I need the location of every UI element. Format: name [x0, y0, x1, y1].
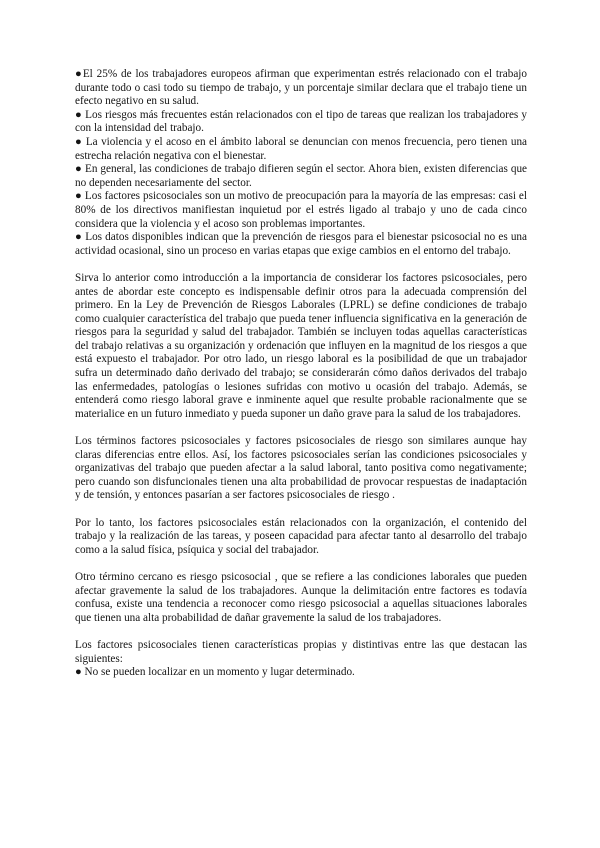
bullet-item: ● Los factores psicosociales son un motivo de preocupación para la mayoría de las empresas: casi el 80% de los directivos manifiestan inquietud por el estrés ligado al trabajo y uno de cada cinco considera que la violencia y el acoso son problemas importantes. [75, 190, 527, 230]
bullet-item: ● Los riesgos más frecuentes están relacionados con el tipo de tareas que realizan los trabajadores y con la intensidad del trabajo. [75, 108, 527, 135]
bullet-item: ● En general, las condiciones de trabajo difieren según el sector. Ahora bien, existen diferencias que no dependen necesariamente del sector. [75, 163, 527, 189]
bullet-item: ●El 25% de los trabajadores europeos afirman que experimentan estrés relacionado con el trabajo durante todo o casi todo su tiempo de trabajo, y un porcentaje similar declara que el trabajo tiene un efecto negativo en su salud. [75, 68, 527, 108]
bullet-item: ● La violencia y el acoso en el ámbito laboral se denuncian con menos frecuencia, pero tienen una estrecha relación negativa con el bienestar. [75, 135, 527, 162]
bullet-item: ● Los datos disponibles indican que la prevención de riesgos para el bienestar psicosocial no es una actividad ocasional, sino un proceso en varias etapas que exige cambios en el entorno del trabajo. [75, 231, 527, 257]
paragraph-terms: Los términos factores psicosociales y factores psicosociales de riesgo son similares aunque hay claras diferencias entre ellos. Así, los factores psicosociales serían las condiciones psicosociales y organizativas del trabajo que pueden afectar a la salud laboral, tanto positiva como negativamente; pero cuando son disfuncionales tienen una alta probabilidad de provocar respuestas de inadaptación y de tensión, y entonces pasarían a ser factores psicosociales de riesgo . [75, 435, 527, 502]
paragraph-characteristics-intro: Los factores psicosociales tienen características propias y distintivas entre las que destacan las siguientes: [75, 638, 527, 665]
paragraph-definitions: Sirva lo anterior como introducción a la importancia de considerar los factores psicosociales, pero antes de abordar este concepto es indispensable definir otros para la adecuada comprensión del primero. En la Ley de Prevención de Riesgos Laborales (LPRL) se define condiciones de trabajo como cualquier característica del trabajo que pueda tener influencia significativa en la generación de riesgos para la seguridad y salud del trabajador. También se incluyen todas aquellas características del trabajo relativas a su organización y ordenación que influyen en la magnitud de los riesgos a que está expuesto el trabajador. Por otro lado, un riesgo laboral es la posibilidad de que un trabajador sufra un determinado daño derivado del trabajo; se considerarán cómo daños derivados del trabajo las enfermedades, patologías o lesiones sufridas con motivo u ocasión del trabajo. Además, se entenderá como riesgo laboral grave e inminente aquel que resulte probable racionalmente que se materialice en un futuro inmediato y pueda suponer un daño grave para la salud de los trabajadores. [75, 271, 527, 420]
characteristics-bullet-list [75, 666, 527, 680]
paragraph-psychosocial-risk: Otro término cercano es riesgo psicosocial , que se refiere a las condiciones laborales que pueden afectar gravemente la salud de los trabajadores. Aunque la delimitación entre factores es todavía confusa, existe una tendencia a reconocer como riesgo psicosocial a aquellas situaciones laborales que tienen una alta probabilidad de dañar gravemente la salud de los trabajadores. [75, 570, 527, 624]
document-page [75, 68, 527, 680]
paragraph-relation: Por lo tanto, los factores psicosociales están relacionados con la organización, el contenido del trabajo y la realización de las tareas, y poseen capacidad para afectar tanto al desarrollo del trabajo como a la salud física, psíquica y social del trabajador. [75, 516, 527, 556]
bullet-item: ● No se pueden localizar en un momento y lugar determinado. [75, 666, 355, 679]
intro-bullet-list [75, 68, 527, 258]
